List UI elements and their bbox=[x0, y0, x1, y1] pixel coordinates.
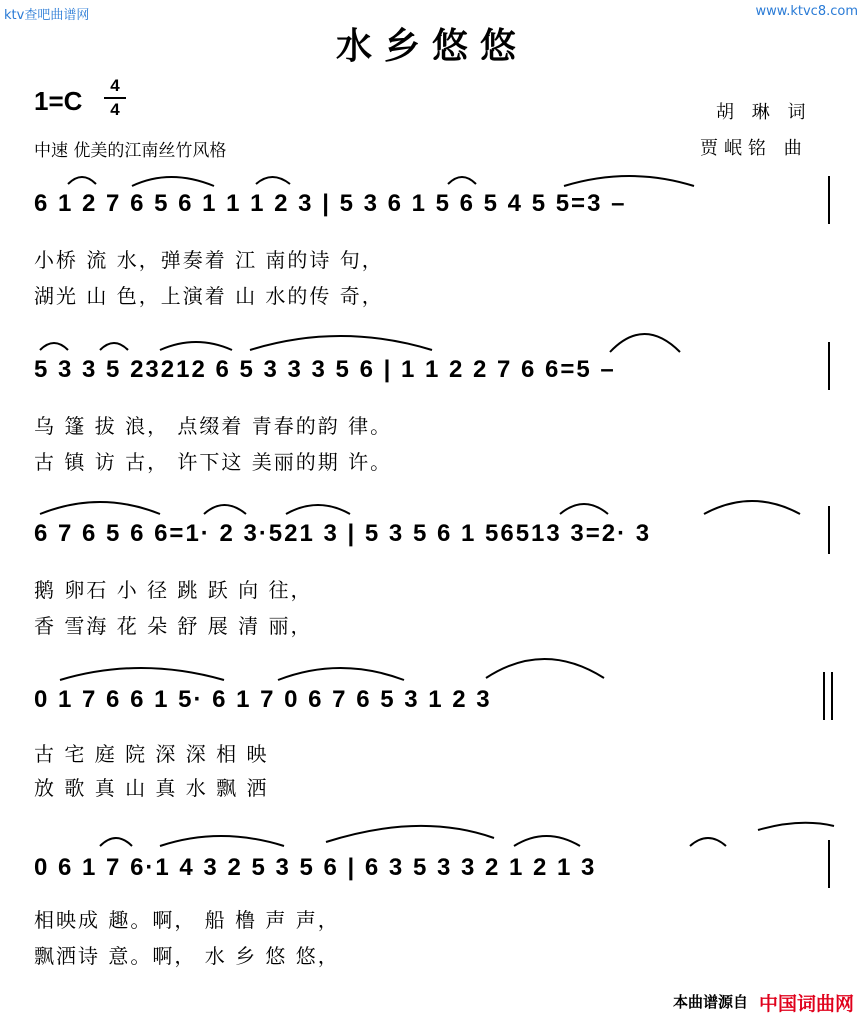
slur bbox=[704, 501, 800, 514]
page-title: 水乡悠悠 bbox=[335, 25, 528, 67]
slur bbox=[40, 343, 68, 350]
meter-top: 4 bbox=[110, 76, 120, 95]
footer-site-logo: 中国词曲网 bbox=[758, 993, 854, 1015]
composer: 贾岷铭 曲 bbox=[700, 138, 808, 159]
notation-line-1: 6 1 2 7 6 5 6 1 1 1 2 3 | 5 3 6 1 5 6 5 4 5 5=3 – bbox=[34, 190, 627, 217]
slur bbox=[160, 836, 284, 846]
lyrics-verse2-line-1: 湖光 山 色，上演着 山 水的传 奇， bbox=[34, 284, 384, 308]
footer-source-label: 本曲谱源自 bbox=[672, 993, 748, 1011]
lyrics-verse1-line-2: 乌 篷 拔 浪， 点缀着 青春的韵 律。 bbox=[34, 414, 393, 438]
lyrics-verse1-line-4: 古 宅 庭 院 深 深 相 映 bbox=[34, 742, 269, 766]
slur bbox=[758, 823, 834, 830]
tempo-marking: 中速 优美的江南丝竹风格 bbox=[34, 141, 227, 161]
slur bbox=[132, 177, 214, 186]
meter-bottom: 4 bbox=[110, 100, 120, 119]
slur bbox=[278, 668, 404, 680]
slur bbox=[256, 177, 290, 184]
watermark-right: www.ktvc8.com bbox=[755, 4, 858, 19]
notation-line-3: 6 7 6 5 6 6=1· 2 3·521 3 | 5 3 5 6 1 56513 3=2· 3 bbox=[34, 520, 652, 547]
lyrics-verse2-line-5: 飘洒诗 意。啊， 水 乡 悠 悠， bbox=[34, 944, 340, 968]
slur bbox=[514, 836, 580, 846]
notation-line-4: 0 1 7 6 6 1 5· 6 1 7 0 6 7 6 5 3 1 2 3 bbox=[34, 686, 492, 713]
slur bbox=[250, 336, 432, 350]
slur bbox=[286, 505, 350, 514]
slur bbox=[60, 668, 224, 680]
slur bbox=[204, 505, 246, 514]
slur bbox=[68, 177, 96, 184]
lyrics-verse2-line-3: 香 雪海 花 朵 舒 展 清 丽， bbox=[34, 614, 313, 638]
slur bbox=[610, 334, 680, 352]
slur bbox=[564, 176, 694, 186]
slur bbox=[690, 838, 726, 846]
notation-line-5: 0 6 1 7 6·1 4 3 2 5 3 5 6 | 6 3 5 3 3 2 1 2 1 3 bbox=[34, 854, 597, 881]
lyrics-verse2-line-4: 放 歌 真 山 真 水 飘 洒 bbox=[34, 776, 269, 800]
lyrics-verse2-line-2: 古 镇 访 古， 许下这 美丽的期 许。 bbox=[34, 450, 393, 474]
notation-line-2: 5 3 3 5 23212 6 5 3 3 3 5 6 | 1 1 2 2 7 6 6=5 – bbox=[34, 356, 616, 383]
lyrics-verse1-line-1: 小桥 流 水，弹奏着 江 南的诗 句， bbox=[34, 248, 384, 272]
slur bbox=[448, 177, 476, 184]
slur bbox=[326, 826, 494, 842]
slur-group bbox=[40, 176, 834, 846]
slur bbox=[486, 659, 604, 678]
slur bbox=[40, 502, 160, 514]
slur bbox=[160, 342, 232, 350]
slur bbox=[100, 838, 132, 846]
key-signature: 1=C bbox=[34, 86, 83, 116]
lyrics-verse1-line-5: 相映成 趣。啊， 船 橹 声 声， bbox=[34, 908, 340, 932]
watermark-left: ktv查吧曲谱网 bbox=[4, 8, 90, 23]
lyricist: 胡 琳 词 bbox=[716, 102, 812, 123]
lyrics-verse1-line-3: 鹅 卵石 小 径 跳 跃 向 往， bbox=[34, 578, 313, 602]
slur bbox=[100, 343, 128, 350]
slur bbox=[560, 504, 608, 514]
